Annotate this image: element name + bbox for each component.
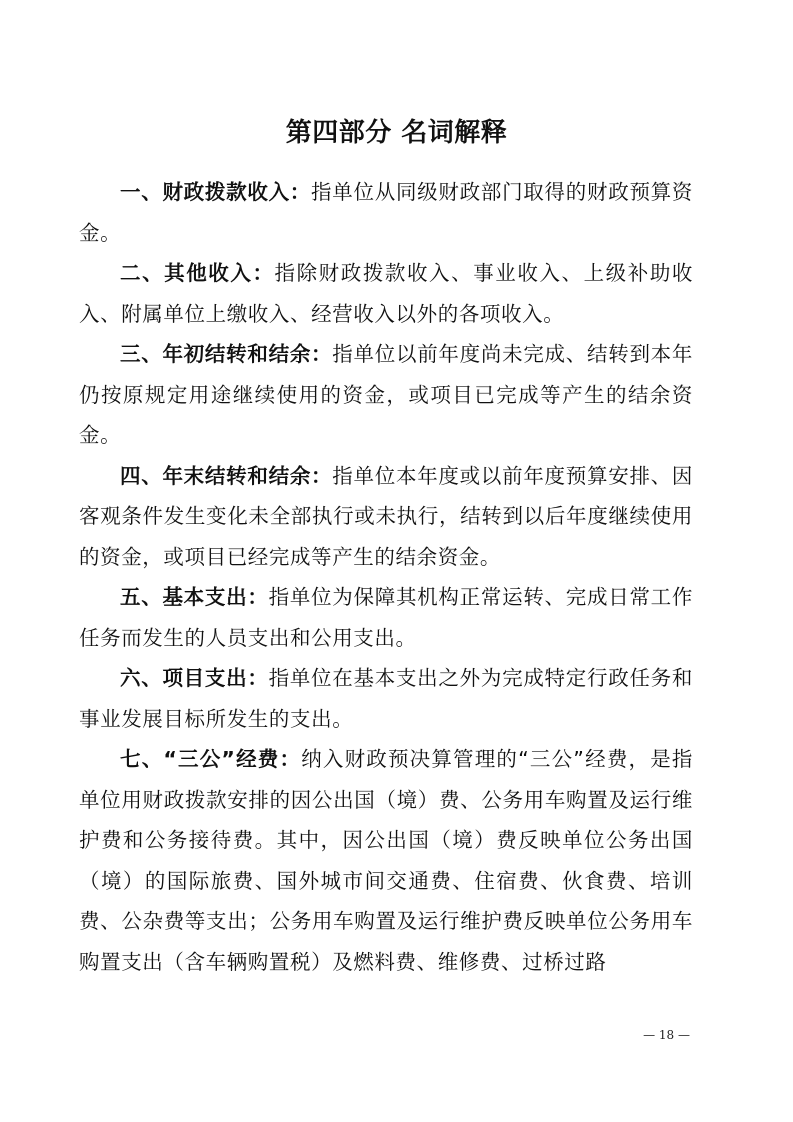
page-number: — 18 — — [643, 1028, 690, 1042]
definition-paragraph-fiscal-appropriation-income — [79, 172, 693, 253]
definition-term: 三、年初结转和结余： — [120, 342, 333, 366]
definition-term: 四、年末结转和结余： — [120, 463, 333, 488]
definition-paragraph-basic-expenditure — [79, 577, 693, 658]
definition-text: 指单位在基本支出之外为完成特定行政任务和事业发展目标所发生的支出。 — [79, 666, 694, 731]
definitions-list — [79, 172, 693, 982]
definition-term: 六、项目支出： — [120, 666, 269, 690]
definition-term: 二、其他收入： — [120, 261, 275, 285]
definition-paragraph-year-end-carryover — [79, 456, 693, 578]
definition-paragraph-project-expenditure — [79, 658, 693, 739]
page-title: 第四部分 名词解释 — [285, 118, 508, 148]
definition-term: 一、财政拨款收入： — [120, 180, 312, 204]
definition-text: 指单位本年度或以前年度预算安排、因客观条件发生变化未全部执行或未执行，结转到以后年度继续使用的资金，或项目已经完成等产生的结余资金。 — [79, 463, 694, 569]
definition-paragraph-other-income — [79, 253, 693, 334]
definition-paragraph-beginning-carryover — [79, 334, 693, 456]
definition-text: 指单位为保障其机构正常运转、完成日常工作任务而发生的人员支出和公用支出。 — [79, 585, 694, 650]
definition-term: 七、“三公”经费： — [120, 747, 302, 771]
definition-text: 指单位从同级财政部门取得的财政预算资金。 — [79, 180, 693, 245]
definition-text: 指除财政拨款收入、事业收入、上级补助收入、附属单位上缴收入、经营收入以外的各项收入。 — [79, 261, 693, 326]
definition-term: 五、基本支出： — [120, 585, 269, 609]
definition-paragraph-three-public-expenses — [79, 739, 693, 982]
definition-text: 纳入财政预决算管理的“三公”经费，是指单位用财政拨款安排的因公出国（境）费、公务用车购置及运行维护费和公务接待费。其中，因公出国（境）费反映单位公务出国（境）的国际旅费、国外城市间交通费、住宿费、伙食费、培训费、公杂费等支出；公务用车购置及运行维护费反映单位公务用车购置支出（含车辆购置税）及燃料费、维修费、过桥过路 — [79, 747, 693, 974]
definition-text: 指单位以前年度尚未完成、结转到本年仍按原规定用途继续使用的资金，或项目已完成等产生的结余资金。 — [79, 342, 694, 447]
